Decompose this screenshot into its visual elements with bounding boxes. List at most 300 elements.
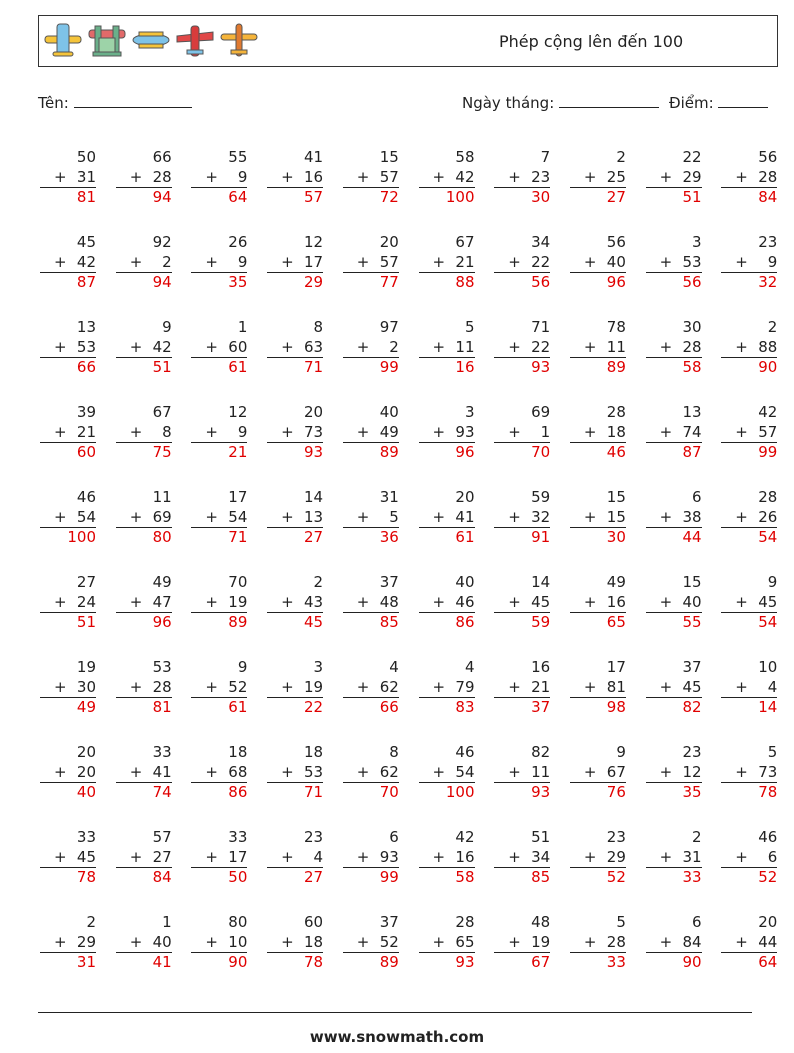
addition-problem xyxy=(267,318,323,378)
answer: 93 xyxy=(455,953,475,971)
addend-top: 97 xyxy=(379,318,399,336)
plus-operator: + xyxy=(508,677,521,696)
addend-bottom-row xyxy=(116,933,172,954)
addend-bottom: 57 xyxy=(379,252,399,271)
answer: 71 xyxy=(228,528,248,546)
addend-top: 40 xyxy=(455,573,475,591)
answer: 71 xyxy=(304,783,324,801)
addend-bottom-row xyxy=(267,253,323,274)
answer: 32 xyxy=(758,273,778,291)
addend-bottom: 9 xyxy=(762,252,778,271)
addend-top: 9 xyxy=(616,743,626,761)
addition-problem xyxy=(116,658,172,718)
addition-problem xyxy=(267,828,323,888)
answer: 78 xyxy=(758,783,778,801)
addend-bottom: 74 xyxy=(682,422,702,441)
addition-problem xyxy=(494,828,550,888)
answer: 65 xyxy=(606,613,626,631)
answer: 22 xyxy=(304,698,324,716)
addend-bottom-row xyxy=(191,763,247,784)
plus-operator: + xyxy=(659,592,673,611)
addend-bottom: 28 xyxy=(606,932,626,951)
answer: 89 xyxy=(379,953,399,971)
answer: 75 xyxy=(152,443,172,461)
addition-problem xyxy=(116,828,172,888)
addend-top: 5 xyxy=(616,913,626,931)
addition-problem xyxy=(267,403,323,463)
addend-bottom: 5 xyxy=(384,507,399,526)
addend-top: 26 xyxy=(228,233,248,251)
addend-bottom: 38 xyxy=(682,507,702,526)
score-blank[interactable] xyxy=(718,93,768,108)
addition-problem xyxy=(267,488,323,548)
addend-top: 9 xyxy=(237,658,248,676)
answer: 27 xyxy=(304,868,324,886)
addend-bottom: 53 xyxy=(304,762,324,781)
addend-bottom: 60 xyxy=(228,337,248,356)
answer: 44 xyxy=(682,528,702,546)
plus-operator: + xyxy=(205,677,218,696)
addend-bottom-row xyxy=(40,933,96,954)
addition-problem xyxy=(494,318,550,378)
addition-problem xyxy=(343,743,399,803)
plus-operator: + xyxy=(583,422,597,441)
addition-problem xyxy=(40,318,96,378)
plus-operator: + xyxy=(54,677,67,696)
answer: 99 xyxy=(379,358,399,376)
addend-top: 14 xyxy=(531,573,551,591)
addend-top: 46 xyxy=(455,743,475,761)
answer: 58 xyxy=(455,868,475,886)
plus-operator: + xyxy=(129,167,143,186)
addition-problem xyxy=(191,318,247,378)
addend-bottom: 65 xyxy=(455,932,475,951)
addition-problem xyxy=(570,148,626,208)
addend-top: 2 xyxy=(692,828,702,846)
addend-bottom-row xyxy=(191,593,247,614)
addend-bottom-row xyxy=(267,933,323,954)
addend-bottom: 8 xyxy=(157,422,172,441)
addend-bottom: 73 xyxy=(758,762,778,781)
addend-top: 33 xyxy=(76,828,96,846)
addend-bottom-row xyxy=(116,848,172,869)
addend-top: 37 xyxy=(379,913,399,931)
addend-bottom-row xyxy=(494,253,550,274)
addend-bottom: 2 xyxy=(384,337,399,356)
addend-bottom-row xyxy=(646,508,702,529)
plus-operator: + xyxy=(432,507,446,526)
plus-operator: + xyxy=(129,677,143,696)
addend-bottom-row xyxy=(646,763,702,784)
addition-problem xyxy=(419,573,475,633)
addition-problem xyxy=(191,573,247,633)
addend-top: 49 xyxy=(606,573,626,591)
addend-bottom: 79 xyxy=(455,677,475,696)
plus-operator: + xyxy=(129,252,143,271)
name-blank[interactable] xyxy=(74,93,192,108)
addend-bottom: 41 xyxy=(152,762,172,781)
addend-bottom-row xyxy=(721,763,777,784)
addend-top: 59 xyxy=(531,488,551,506)
addend-top: 41 xyxy=(304,148,324,166)
addend-bottom: 41 xyxy=(455,507,475,526)
plus-operator: + xyxy=(129,932,143,951)
addend-bottom: 16 xyxy=(455,847,475,866)
answer: 61 xyxy=(228,698,248,716)
plus-operator: + xyxy=(129,337,143,356)
plus-operator: + xyxy=(129,847,143,866)
addend-top: 13 xyxy=(682,403,702,421)
answer: 33 xyxy=(606,953,626,971)
addend-top: 31 xyxy=(379,488,399,506)
addition-problem xyxy=(267,658,323,718)
addition-problem xyxy=(494,743,550,803)
addend-bottom: 31 xyxy=(682,847,702,866)
plus-operator: + xyxy=(205,422,218,441)
plus-operator: + xyxy=(281,592,294,611)
answer: 100 xyxy=(445,188,475,206)
addition-problem xyxy=(570,743,626,803)
addend-top: 51 xyxy=(531,828,551,846)
addition-problem xyxy=(40,573,96,633)
addition-problem xyxy=(343,828,399,888)
answer: 58 xyxy=(682,358,702,376)
answer: 57 xyxy=(304,188,324,206)
plus-operator: + xyxy=(583,507,597,526)
answer: 85 xyxy=(379,613,399,631)
addition-problem xyxy=(646,148,702,208)
addend-top: 18 xyxy=(228,743,248,761)
answer: 86 xyxy=(455,613,475,631)
answer: 87 xyxy=(76,273,96,291)
addition-problem xyxy=(267,913,323,973)
addition-problem xyxy=(494,488,550,548)
addend-bottom-row xyxy=(570,423,626,444)
plus-operator: + xyxy=(356,507,370,526)
plus-operator: + xyxy=(659,762,673,781)
addend-bottom: 57 xyxy=(379,167,399,186)
addition-problem xyxy=(494,403,550,463)
plus-operator: + xyxy=(659,167,673,186)
addend-top: 67 xyxy=(152,403,172,421)
plus-operator: + xyxy=(659,932,673,951)
addend-bottom: 32 xyxy=(531,507,551,526)
addend-bottom: 6 xyxy=(762,847,778,866)
addend-bottom: 9 xyxy=(233,167,248,186)
header-box xyxy=(38,15,778,67)
addend-bottom-row xyxy=(343,848,399,869)
addend-bottom-row xyxy=(494,338,550,359)
addend-bottom: 40 xyxy=(682,592,702,611)
addend-top: 2 xyxy=(616,148,626,166)
addend-bottom: 54 xyxy=(455,762,475,781)
plus-operator: + xyxy=(356,932,370,951)
answer: 51 xyxy=(152,358,172,376)
addition-problem xyxy=(191,403,247,463)
answer: 50 xyxy=(228,868,248,886)
plus-operator: + xyxy=(281,762,294,781)
addend-top: 56 xyxy=(758,148,778,166)
addend-bottom-row xyxy=(721,593,777,614)
addend-bottom-row xyxy=(646,848,702,869)
plus-operator: + xyxy=(659,507,673,526)
plus-operator: + xyxy=(54,592,67,611)
addition-problem xyxy=(267,148,323,208)
answer: 40 xyxy=(76,783,96,801)
addend-bottom-row xyxy=(419,933,475,954)
addend-bottom: 23 xyxy=(531,167,551,186)
addend-top: 20 xyxy=(304,403,324,421)
addend-top: 33 xyxy=(228,828,248,846)
addend-bottom: 28 xyxy=(682,337,702,356)
addend-top: 57 xyxy=(152,828,172,846)
plus-operator: + xyxy=(281,507,294,526)
addend-bottom-row xyxy=(40,423,96,444)
addend-bottom: 43 xyxy=(304,592,324,611)
addend-top: 80 xyxy=(228,913,248,931)
plus-operator: + xyxy=(508,762,521,781)
addition-problem xyxy=(646,488,702,548)
plane-red-icon xyxy=(175,20,215,60)
addend-top: 56 xyxy=(606,233,626,251)
answer: 80 xyxy=(152,528,172,546)
answer: 51 xyxy=(76,613,96,631)
addend-bottom: 45 xyxy=(531,592,551,611)
answer: 54 xyxy=(758,528,778,546)
addition-problem xyxy=(721,488,777,548)
plus-operator: + xyxy=(281,422,294,441)
addend-top: 8 xyxy=(313,318,324,336)
addition-problem xyxy=(721,658,777,718)
addend-bottom: 19 xyxy=(304,677,324,696)
addend-bottom: 93 xyxy=(455,422,475,441)
addition-problem xyxy=(721,913,777,973)
plus-operator: + xyxy=(129,762,143,781)
answer: 74 xyxy=(152,783,172,801)
addend-bottom-row xyxy=(721,423,777,444)
addend-bottom: 45 xyxy=(682,677,702,696)
addition-problem xyxy=(116,488,172,548)
addition-problem xyxy=(419,658,475,718)
addend-top: 53 xyxy=(152,658,172,676)
addend-top: 1 xyxy=(237,318,248,336)
plus-operator: + xyxy=(583,677,597,696)
answer: 61 xyxy=(455,528,475,546)
addend-bottom: 9 xyxy=(233,422,248,441)
addition-problem xyxy=(646,658,702,718)
addend-bottom-row xyxy=(570,848,626,869)
addend-top: 3 xyxy=(464,403,475,421)
addend-top: 12 xyxy=(304,233,324,251)
plus-operator: + xyxy=(659,422,673,441)
answer: 56 xyxy=(682,273,702,291)
addend-bottom: 17 xyxy=(304,252,324,271)
addend-bottom-row xyxy=(494,933,550,954)
addend-bottom-row xyxy=(570,678,626,699)
plus-operator: + xyxy=(205,337,218,356)
addend-bottom-row xyxy=(570,593,626,614)
addend-bottom-row xyxy=(494,508,550,529)
answer: 89 xyxy=(606,358,626,376)
plus-operator: + xyxy=(508,252,521,271)
answer: 83 xyxy=(455,698,475,716)
addition-problem xyxy=(191,233,247,293)
addend-bottom-row xyxy=(343,423,399,444)
addend-top: 23 xyxy=(606,828,626,846)
answer: 29 xyxy=(304,273,324,291)
answer: 93 xyxy=(531,783,551,801)
addend-top: 66 xyxy=(152,148,172,166)
addend-top: 28 xyxy=(606,403,626,421)
addend-bottom-row xyxy=(191,168,247,189)
addend-top: 6 xyxy=(692,913,702,931)
addition-problem xyxy=(494,573,550,633)
addition-problem xyxy=(40,828,96,888)
addend-top: 69 xyxy=(531,403,551,421)
addend-bottom: 12 xyxy=(682,762,702,781)
plus-operator: + xyxy=(54,847,67,866)
addition-problem xyxy=(721,573,777,633)
addend-bottom-row xyxy=(191,338,247,359)
addend-bottom: 28 xyxy=(152,677,172,696)
plus-operator: + xyxy=(432,252,446,271)
plus-operator: + xyxy=(735,167,748,186)
answer: 100 xyxy=(445,783,475,801)
addend-bottom-row xyxy=(646,933,702,954)
addend-bottom: 25 xyxy=(606,167,626,186)
addend-bottom: 67 xyxy=(606,762,626,781)
addend-top: 20 xyxy=(455,488,475,506)
addend-top: 20 xyxy=(758,913,778,931)
plus-operator: + xyxy=(356,677,370,696)
plus-operator: + xyxy=(129,422,143,441)
plus-operator: + xyxy=(205,507,218,526)
answer: 98 xyxy=(606,698,626,716)
addend-bottom: 1 xyxy=(535,422,551,441)
plus-operator: + xyxy=(54,932,67,951)
addition-problem xyxy=(40,743,96,803)
date-blank[interactable] xyxy=(559,93,659,108)
addend-bottom-row xyxy=(721,678,777,699)
plus-operator: + xyxy=(281,252,294,271)
addend-bottom-row xyxy=(267,763,323,784)
answer: 46 xyxy=(606,443,626,461)
answer: 94 xyxy=(152,188,172,206)
answer: 64 xyxy=(228,188,248,206)
addend-bottom: 24 xyxy=(76,592,96,611)
addend-bottom-row xyxy=(419,593,475,614)
plus-operator: + xyxy=(281,847,294,866)
addend-bottom: 62 xyxy=(379,677,399,696)
addend-bottom: 48 xyxy=(379,592,399,611)
addition-problem xyxy=(419,148,475,208)
addition-problem xyxy=(721,828,777,888)
addition-problem xyxy=(419,743,475,803)
addend-bottom-row xyxy=(116,338,172,359)
answer: 90 xyxy=(758,358,778,376)
addend-top: 5 xyxy=(464,318,475,336)
addend-bottom-row xyxy=(419,848,475,869)
addition-problem xyxy=(116,913,172,973)
answer: 70 xyxy=(531,443,551,461)
addition-problem xyxy=(40,233,96,293)
plus-operator: + xyxy=(54,337,67,356)
plus-operator: + xyxy=(281,167,294,186)
addend-bottom-row xyxy=(419,763,475,784)
answer: 66 xyxy=(379,698,399,716)
addend-bottom-row xyxy=(343,933,399,954)
addend-bottom-row xyxy=(343,338,399,359)
addend-bottom-row xyxy=(191,423,247,444)
addition-problem xyxy=(40,148,96,208)
addend-bottom-row xyxy=(721,848,777,869)
addition-problem xyxy=(191,658,247,718)
answer: 81 xyxy=(152,698,172,716)
addition-problem xyxy=(267,573,323,633)
answer: 99 xyxy=(379,868,399,886)
plus-operator: + xyxy=(583,762,597,781)
addend-top: 30 xyxy=(682,318,702,336)
addend-bottom: 42 xyxy=(455,167,475,186)
answer: 78 xyxy=(76,868,96,886)
addition-problem xyxy=(267,743,323,803)
addition-problem xyxy=(40,658,96,718)
addition-problem xyxy=(570,488,626,548)
addend-bottom-row xyxy=(40,678,96,699)
addend-bottom: 15 xyxy=(606,507,626,526)
addition-problem xyxy=(116,233,172,293)
addition-problem xyxy=(646,573,702,633)
addition-problem xyxy=(721,743,777,803)
answer: 71 xyxy=(304,358,324,376)
answer: 27 xyxy=(606,188,626,206)
plus-operator: + xyxy=(583,337,597,356)
addend-top: 82 xyxy=(531,743,551,761)
answer: 61 xyxy=(228,358,248,376)
addend-bottom: 73 xyxy=(304,422,324,441)
plus-operator: + xyxy=(735,762,748,781)
answer: 52 xyxy=(758,868,778,886)
plus-operator: + xyxy=(356,592,370,611)
addend-bottom: 49 xyxy=(379,422,399,441)
addend-bottom: 46 xyxy=(455,592,475,611)
addend-top: 48 xyxy=(531,913,551,931)
addend-top: 3 xyxy=(313,658,324,676)
addend-bottom: 31 xyxy=(76,167,96,186)
addend-top: 15 xyxy=(606,488,626,506)
addend-bottom: 16 xyxy=(606,592,626,611)
addend-top: 20 xyxy=(76,743,96,761)
addend-bottom-row xyxy=(570,933,626,954)
plus-operator: + xyxy=(356,167,370,186)
addition-problem xyxy=(343,318,399,378)
addend-bottom: 81 xyxy=(606,677,626,696)
addend-bottom: 18 xyxy=(304,932,324,951)
answer: 67 xyxy=(531,953,551,971)
addend-bottom: 13 xyxy=(304,507,324,526)
answer: 81 xyxy=(76,188,96,206)
answer: 14 xyxy=(758,698,778,716)
addition-problem xyxy=(419,488,475,548)
addend-bottom-row xyxy=(116,763,172,784)
addend-bottom-row xyxy=(570,253,626,274)
addition-problem xyxy=(343,658,399,718)
addend-bottom-row xyxy=(40,168,96,189)
plus-operator: + xyxy=(356,762,370,781)
plus-operator: + xyxy=(205,932,218,951)
addend-top: 46 xyxy=(76,488,96,506)
addition-problem xyxy=(343,573,399,633)
